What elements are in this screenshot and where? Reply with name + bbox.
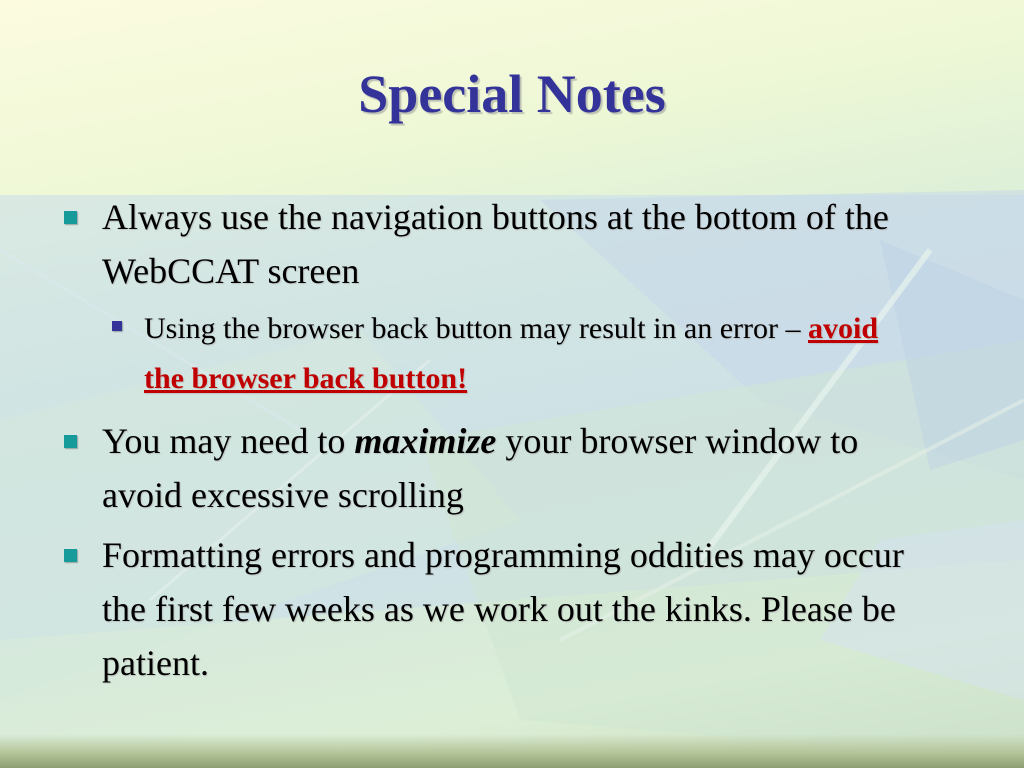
slide-body bbox=[62, 190, 962, 696]
slide-title: Special Notes bbox=[358, 64, 666, 124]
bullet-text: Always use the navigation buttons at the bottom of the WebCCAT screen bbox=[102, 197, 889, 291]
bullet-item bbox=[62, 190, 942, 298]
bullet-item bbox=[62, 528, 942, 690]
bullet-text-after: your browser window to avoid excessive scrolling bbox=[102, 421, 859, 515]
square-bullet-icon bbox=[112, 321, 122, 331]
sub-bullet-item bbox=[104, 304, 924, 404]
emphasis-text: maximize bbox=[354, 421, 497, 461]
bullet-text: Formatting errors and programming oddities may occur the first few weeks as we work out the kinks. Please be patient. bbox=[102, 535, 904, 683]
bullet-item bbox=[62, 414, 942, 522]
square-bullet-icon bbox=[64, 211, 77, 224]
square-bullet-icon bbox=[64, 549, 77, 562]
sub-bullet-text: Using the browser back button may result in an error – bbox=[144, 312, 808, 345]
bottom-shade bbox=[0, 734, 1024, 768]
bullet-text-before: You may need to bbox=[102, 421, 355, 461]
square-bullet-icon bbox=[64, 435, 77, 448]
warning-text: avoid the browser back button! bbox=[144, 312, 879, 395]
